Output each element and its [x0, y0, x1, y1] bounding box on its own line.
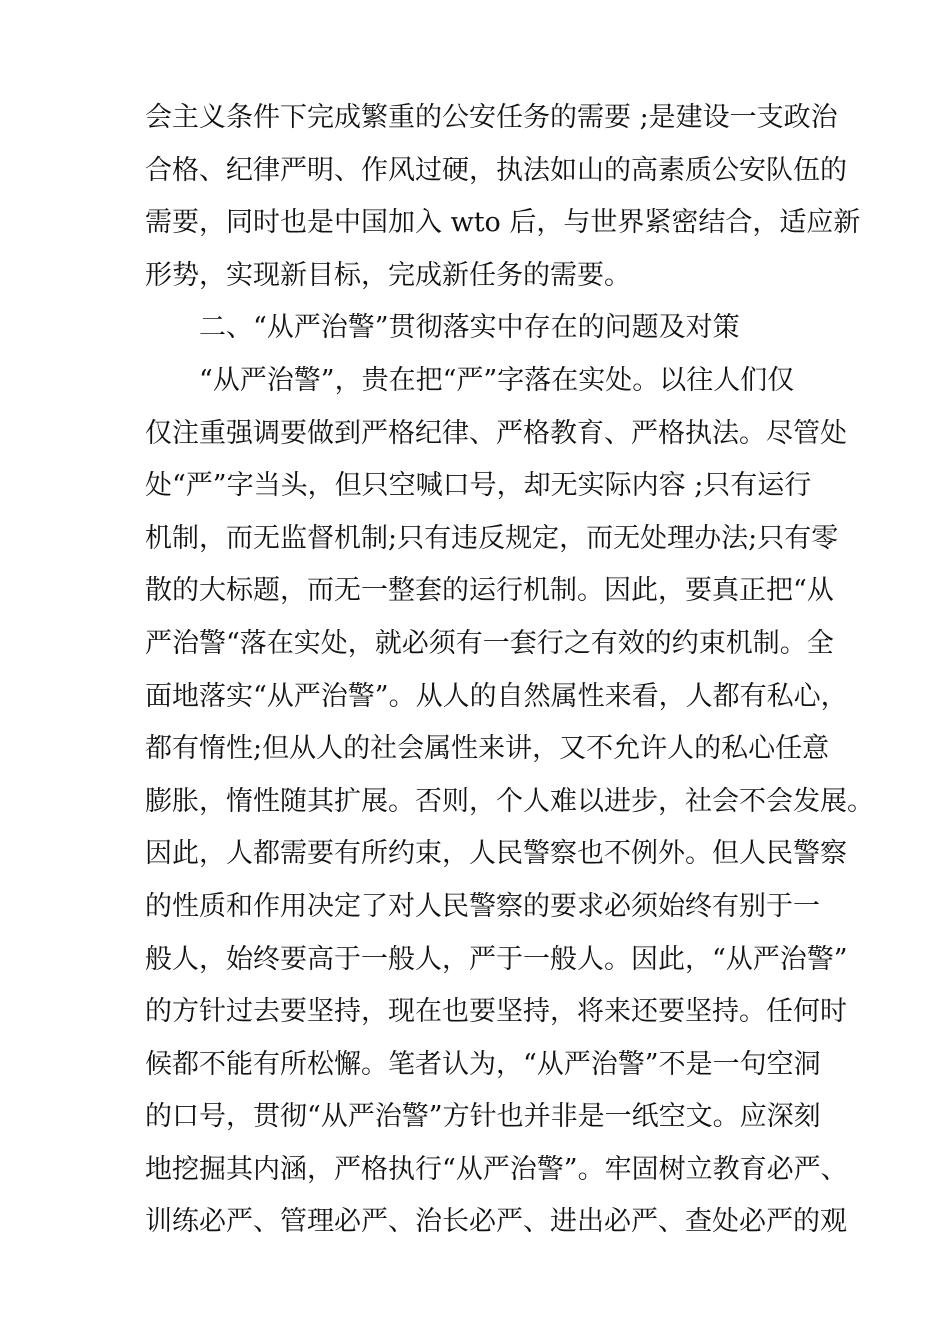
- text-line: 合格、纪律严明、作风过硬，执法如山的高素质公安队伍的: [145, 154, 847, 186]
- text-line: 机制，而无监督机制;只有违反规定，而无处理办法;只有零: [145, 522, 839, 554]
- text-line: 膨胀，惰性随其扩展。否则，个人难以进步，社会不会发展。: [145, 785, 874, 817]
- paragraph-first-line: “从严治警”，贵在把“严”字落在实处。以往人们仅: [199, 364, 795, 396]
- body-text: [145, 92, 874, 1249]
- text-line: 的口号，贯彻“从严治警”方针也并非是一纸空文。应深刻: [145, 1101, 821, 1133]
- text-line: 面地落实“从严治警”。从人的自然属性来看，人都有私心，: [145, 680, 848, 712]
- text-line: 严治警“落在实处，就必须有一套行之有效的约束机制。全: [145, 627, 834, 659]
- text-line: 散的大标题，而无一整套的运行机制。因此，要真正把“从: [145, 575, 834, 607]
- text-line: 的方针过去要坚持，现在也要坚持，将来还要坚持。任何时: [145, 996, 847, 1028]
- text-line: 都有惰性;但从人的社会属性来讲，又不允许人的私心任意: [145, 733, 830, 765]
- text-line: 处“严”字当头，但只空喊口号，却无实际内容 ;只有运行: [145, 470, 812, 502]
- text-line: 的性质和作用决定了对人民警察的要求必须始终有别于一: [145, 890, 820, 922]
- text-line: 会主义条件下完成繁重的公安任务的需要 ;是建设一支政治: [145, 102, 838, 133]
- text-line: 般人，始终要高于一般人，严于一般人。因此，“从严治警”: [145, 943, 848, 975]
- text-line: 因此，人都需要有所约束，人民警察也不例外。但人民警察: [145, 838, 847, 870]
- section-heading: 二、“从严治警”贯彻落实中存在的问题及对策: [199, 312, 740, 344]
- text-line: 形势，实现新目标，完成新任务的需要。: [145, 259, 631, 291]
- text-line: 需要，同时也是中国加入 wto 后，与世界紧密结合，适应新: [145, 207, 861, 239]
- text-line: 地挖掘其内涵，严格执行“从严治警”。牢固树立教育必严、: [145, 1153, 848, 1185]
- text-line: 训练必严、管理必严、治长必严、进出必严、查处必严的观: [145, 1206, 847, 1238]
- text-line: 候都不能有所松懈。笔者认为，“从严治警”不是一句空洞: [145, 1048, 821, 1080]
- text-line: 仅注重强调要做到严格纪律、严格教育、严格执法。尽管处: [145, 417, 847, 449]
